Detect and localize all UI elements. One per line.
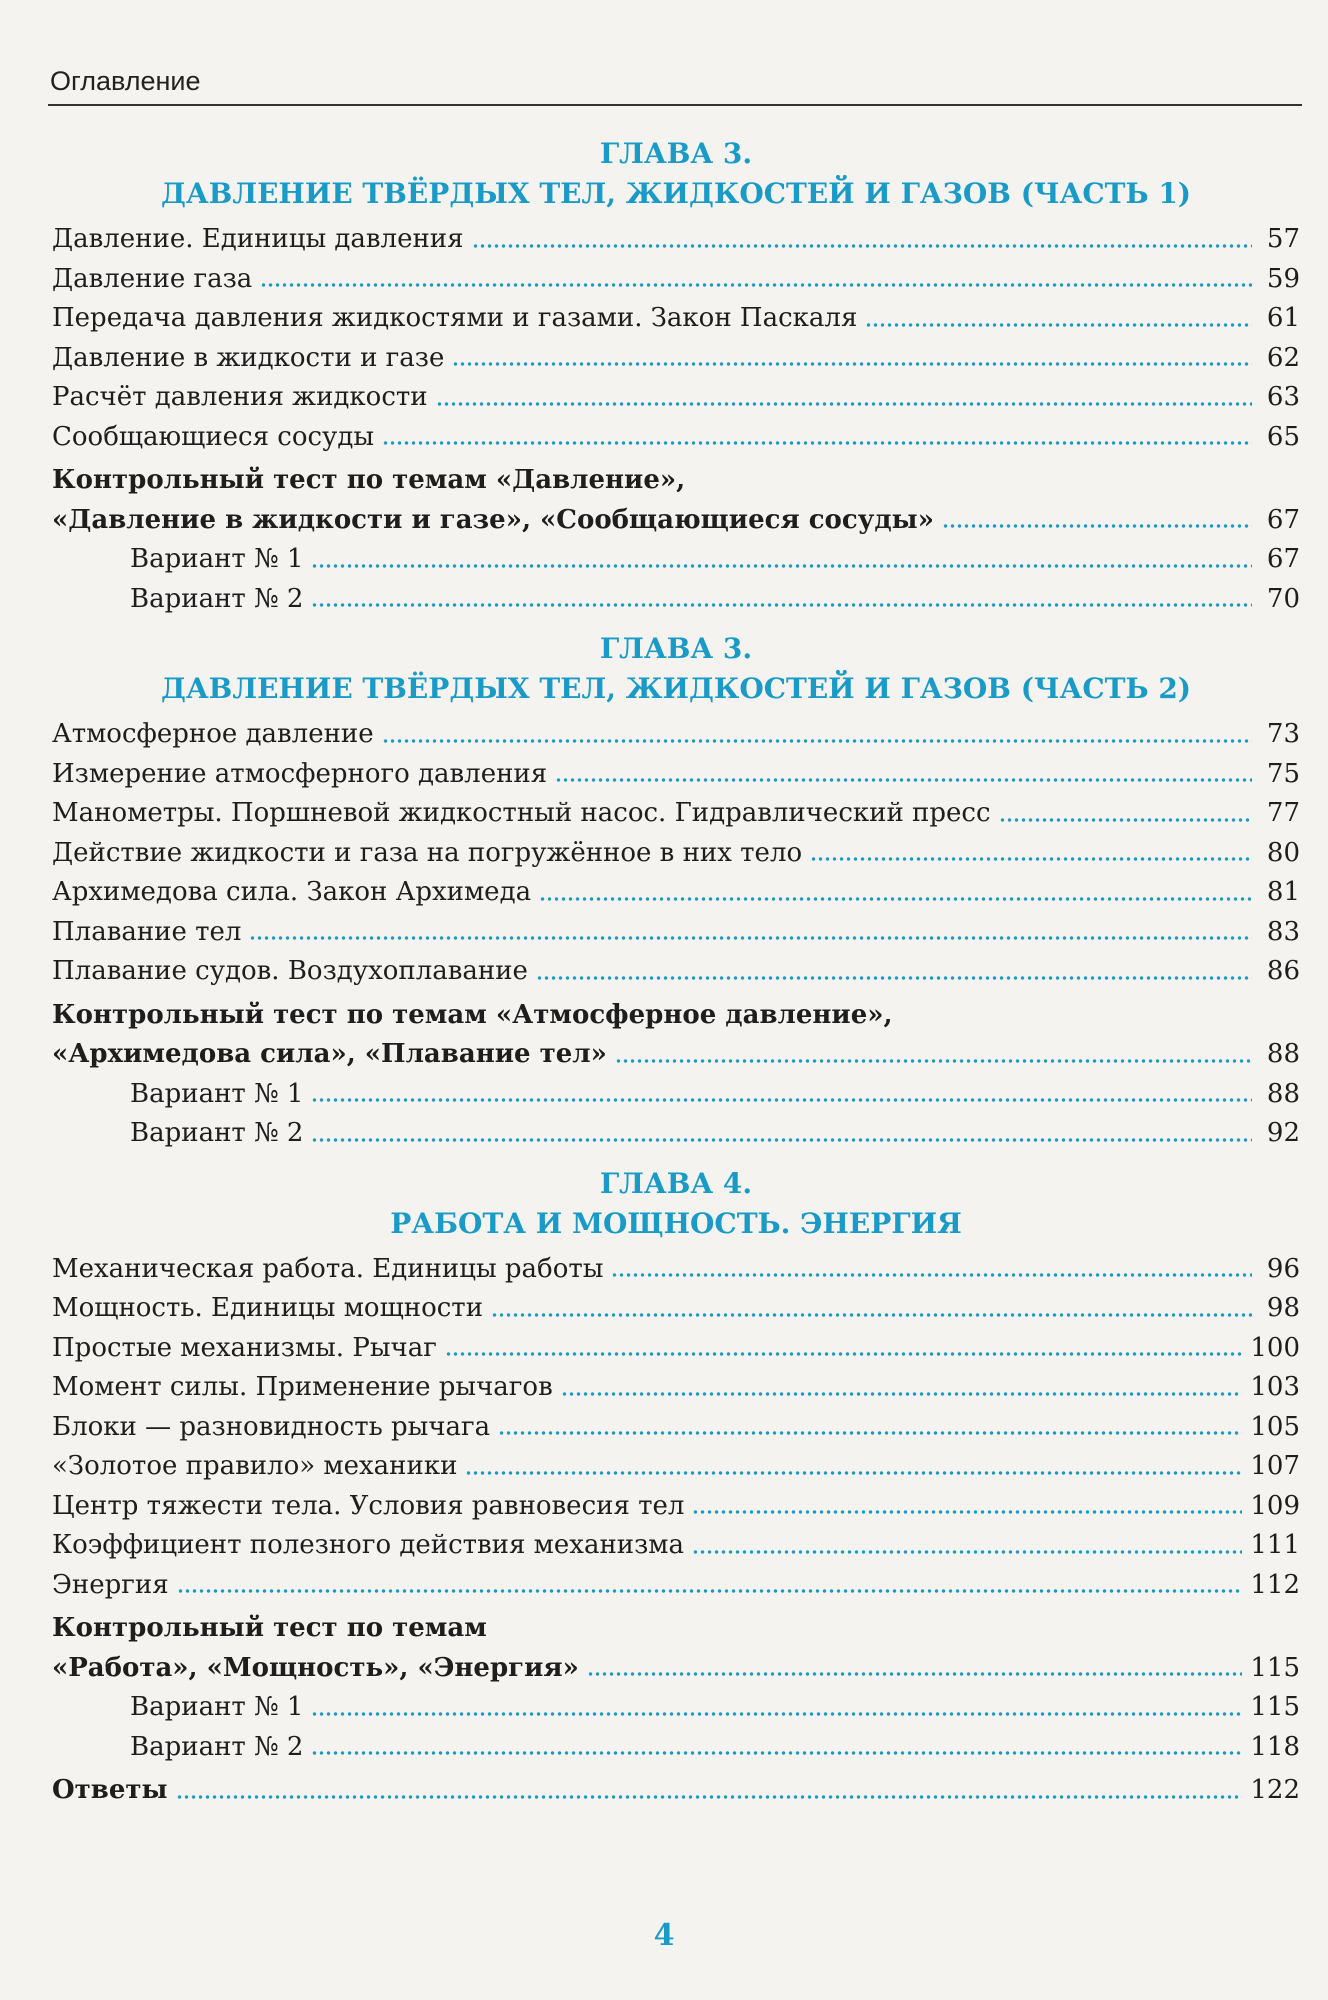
entry-label: Давление газа xyxy=(52,263,253,294)
dot-leader xyxy=(491,1313,1252,1317)
dot-leader xyxy=(865,323,1252,327)
toc-entry[interactable] xyxy=(52,952,1300,992)
toc-entry[interactable] xyxy=(52,794,1300,834)
entry-label: Плавание тел xyxy=(52,916,242,947)
entry-label: «Давление в жидкости и газе», «Сообщающиеся сосуды» xyxy=(52,504,934,535)
entry-page: 107 xyxy=(1250,1451,1300,1481)
toc-entry[interactable] xyxy=(52,873,1300,913)
entry-label: «Золотое правило» механики xyxy=(52,1451,458,1481)
entry-label: Вариант № 1 xyxy=(130,1078,304,1109)
dot-leader xyxy=(311,603,1252,607)
dot-leader xyxy=(810,857,1252,861)
entry-label: Момент силы. Применение рычагов xyxy=(52,1372,553,1402)
dot-leader xyxy=(587,1672,1243,1676)
entry-label: «Работа», «Мощность», «Энергия» xyxy=(52,1652,579,1683)
chapter-title: ДАВЛЕНИЕ ТВЁРДЫХ ТЕЛ, ЖИДКОСТЕЙ И ГАЗОВ (ЧАСТЬ 1) xyxy=(160,177,1192,210)
toc-entry[interactable] xyxy=(52,1487,1300,1527)
chapter-heading xyxy=(52,1164,1300,1244)
toc-entry[interactable] xyxy=(52,299,1300,339)
toc-entry-test[interactable] xyxy=(52,501,1300,541)
entry-page: 57 xyxy=(1266,224,1300,254)
entry-page: 98 xyxy=(1266,1293,1300,1323)
page-header-title: Оглавление xyxy=(50,66,201,96)
entry-label: Коэффициент полезного действия механизма xyxy=(52,1530,685,1560)
entry-label: Вариант № 2 xyxy=(130,1118,304,1148)
chapter-number: ГЛАВА 4. xyxy=(599,1166,753,1200)
chapter-title: ДАВЛЕНИЕ ТВЁРДЫХ ТЕЛ, ЖИДКОСТЕЙ И ГАЗОВ (ЧАСТЬ 2) xyxy=(160,672,1192,705)
dot-leader xyxy=(999,818,1252,822)
entry-label: Вариант № 2 xyxy=(130,1731,304,1762)
entry-label: Атмосферное давление xyxy=(52,719,374,749)
toc-entry[interactable] xyxy=(52,339,1300,379)
dot-leader xyxy=(311,1712,1242,1716)
dot-leader xyxy=(311,1751,1242,1755)
entry-label: Архимедова сила. Закон Архимеда xyxy=(52,877,532,907)
dot-leader xyxy=(177,1589,1243,1593)
toc-entry-variant[interactable] xyxy=(52,1075,1300,1115)
entry-label: Вариант № 1 xyxy=(130,1692,304,1722)
header-rule xyxy=(48,104,1302,106)
dot-leader xyxy=(472,244,1252,248)
entry-page: 73 xyxy=(1266,719,1300,749)
toc-entry-variant[interactable] xyxy=(52,1728,1300,1768)
entry-label: «Архимедова сила», «Плавание тел» xyxy=(52,1039,607,1069)
entry-label: Механическая работа. Единицы работы xyxy=(52,1253,604,1284)
entry-page: 92 xyxy=(1266,1118,1300,1148)
toc-entry[interactable] xyxy=(52,220,1300,260)
toc-entry[interactable] xyxy=(52,1408,1300,1448)
entry-page: 86 xyxy=(1266,956,1300,986)
dot-leader xyxy=(465,1471,1242,1475)
dot-leader xyxy=(692,1550,1242,1554)
toc-entry[interactable] xyxy=(52,1289,1300,1329)
entry-label: Измерение атмосферного давления xyxy=(52,758,548,789)
dot-leader xyxy=(452,362,1252,366)
toc-entry[interactable] xyxy=(52,1329,1300,1369)
entry-page: 122 xyxy=(1250,1775,1300,1805)
dot-leader xyxy=(382,441,1252,445)
dot-leader xyxy=(615,1059,1252,1063)
test-heading-line: Контрольный тест по темам «Давление», xyxy=(52,465,686,495)
toc-entry-answers[interactable] xyxy=(52,1771,1300,1811)
entry-page: 115 xyxy=(1250,1652,1300,1683)
entry-label: Действие жидкости и газа на погружённое в них тело xyxy=(52,837,803,868)
toc-entry[interactable] xyxy=(52,834,1300,874)
test-heading-line: Контрольный тест по темам xyxy=(52,1613,487,1643)
entry-label: Передача давления жидкостями и газами. Закон Паскаля xyxy=(52,303,858,333)
entry-page: 81 xyxy=(1266,877,1300,907)
dot-leader xyxy=(692,1510,1242,1514)
dot-leader xyxy=(311,1098,1252,1102)
test-heading-line: Контрольный тест по темам «Атмосферное давление», xyxy=(52,999,893,1030)
toc-entry-test[interactable] xyxy=(52,1649,1300,1689)
entry-page: 83 xyxy=(1266,916,1300,947)
entry-page: 118 xyxy=(1250,1731,1300,1762)
entry-page: 75 xyxy=(1266,758,1300,789)
dot-leader xyxy=(311,564,1252,568)
dot-leader xyxy=(536,976,1252,980)
toc-entry[interactable] xyxy=(52,1447,1300,1487)
dot-leader xyxy=(611,1273,1252,1277)
dot-leader xyxy=(445,1352,1243,1356)
toc-entry-variant[interactable] xyxy=(52,580,1300,620)
toc-entry[interactable] xyxy=(52,1368,1300,1408)
table-of-contents xyxy=(52,134,1300,1811)
entry-page: 109 xyxy=(1250,1490,1300,1521)
toc-entry-variant[interactable] xyxy=(52,1688,1300,1728)
entry-label: Центр тяжести тела. Условия равновесия тел xyxy=(52,1490,685,1521)
entry-page: 112 xyxy=(1250,1569,1300,1600)
chapter-heading xyxy=(52,629,1300,709)
toc-entry[interactable] xyxy=(52,1526,1300,1566)
dot-leader xyxy=(260,283,1252,287)
toc-entry[interactable] xyxy=(52,1566,1300,1606)
toc-entry[interactable] xyxy=(52,378,1300,418)
entry-page: 88 xyxy=(1266,1039,1300,1069)
entry-label: Давление. Единицы давления xyxy=(52,224,464,254)
toc-entry[interactable] xyxy=(52,715,1300,755)
entry-page: 67 xyxy=(1266,544,1300,574)
dot-leader xyxy=(555,778,1252,782)
entry-page: 111 xyxy=(1250,1530,1300,1560)
entry-page: 61 xyxy=(1266,303,1300,333)
chapter-title: РАБОТА И МОЩНОСТЬ. ЭНЕРГИЯ xyxy=(390,1206,962,1240)
dot-leader xyxy=(249,936,1252,940)
toc-entry-variant[interactable] xyxy=(52,1114,1300,1154)
entry-page: 88 xyxy=(1266,1078,1300,1109)
toc-entry[interactable] xyxy=(52,1250,1300,1290)
entry-label: Сообщающиеся сосуды xyxy=(52,421,375,452)
toc-entry-test[interactable] xyxy=(52,1035,1300,1075)
entry-page: 103 xyxy=(1250,1372,1300,1402)
entry-page: 62 xyxy=(1266,342,1300,373)
dot-leader xyxy=(176,1795,1243,1799)
toc-entry-variant[interactable] xyxy=(52,540,1300,580)
entry-page: 105 xyxy=(1250,1411,1300,1442)
chapter-number: ГЛАВА 3. xyxy=(599,137,753,170)
toc-entry[interactable] xyxy=(52,755,1300,795)
dot-leader xyxy=(561,1392,1243,1396)
entry-page: 59 xyxy=(1266,263,1300,294)
toc-entry[interactable] xyxy=(52,913,1300,953)
dot-leader xyxy=(311,1138,1252,1142)
dot-leader xyxy=(436,402,1252,406)
entry-page: 96 xyxy=(1266,1253,1300,1284)
dot-leader xyxy=(539,897,1252,901)
entry-page: 77 xyxy=(1266,798,1300,828)
entry-page: 100 xyxy=(1250,1332,1300,1363)
entry-page: 65 xyxy=(1266,421,1300,452)
entry-label: Энергия xyxy=(52,1569,169,1600)
entry-label: Плавание судов. Воздухоплавание xyxy=(52,956,528,986)
entry-page: 63 xyxy=(1266,382,1300,412)
entry-label: Вариант № 1 xyxy=(130,544,304,574)
dot-leader xyxy=(942,524,1252,528)
entry-label: Простые механизмы. Рычаг xyxy=(52,1332,437,1363)
entry-page: 67 xyxy=(1266,504,1300,535)
dot-leader xyxy=(382,739,1252,743)
chapter-number: ГЛАВА 3. xyxy=(599,632,753,665)
entry-page: 70 xyxy=(1266,583,1300,614)
chapter-heading xyxy=(52,134,1300,214)
entry-label: Давление в жидкости и газе xyxy=(52,342,445,373)
entry-label: Манометры. Поршневой жидкостный насос. Гидравлический пресс xyxy=(52,798,991,828)
entry-label: Вариант № 2 xyxy=(130,583,304,614)
entry-label: Расчёт давления жидкости xyxy=(52,382,428,412)
entry-page: 115 xyxy=(1250,1692,1300,1722)
toc-entry[interactable] xyxy=(52,260,1300,300)
entry-page: 80 xyxy=(1266,837,1300,868)
page-number: 4 xyxy=(653,1918,675,1953)
entry-label: Мощность. Единицы мощности xyxy=(52,1293,484,1323)
entry-label: Блоки — разновидность рычага xyxy=(52,1411,491,1442)
dot-leader xyxy=(498,1431,1242,1435)
toc-entry[interactable] xyxy=(52,418,1300,458)
entry-label: Ответы xyxy=(52,1775,168,1805)
